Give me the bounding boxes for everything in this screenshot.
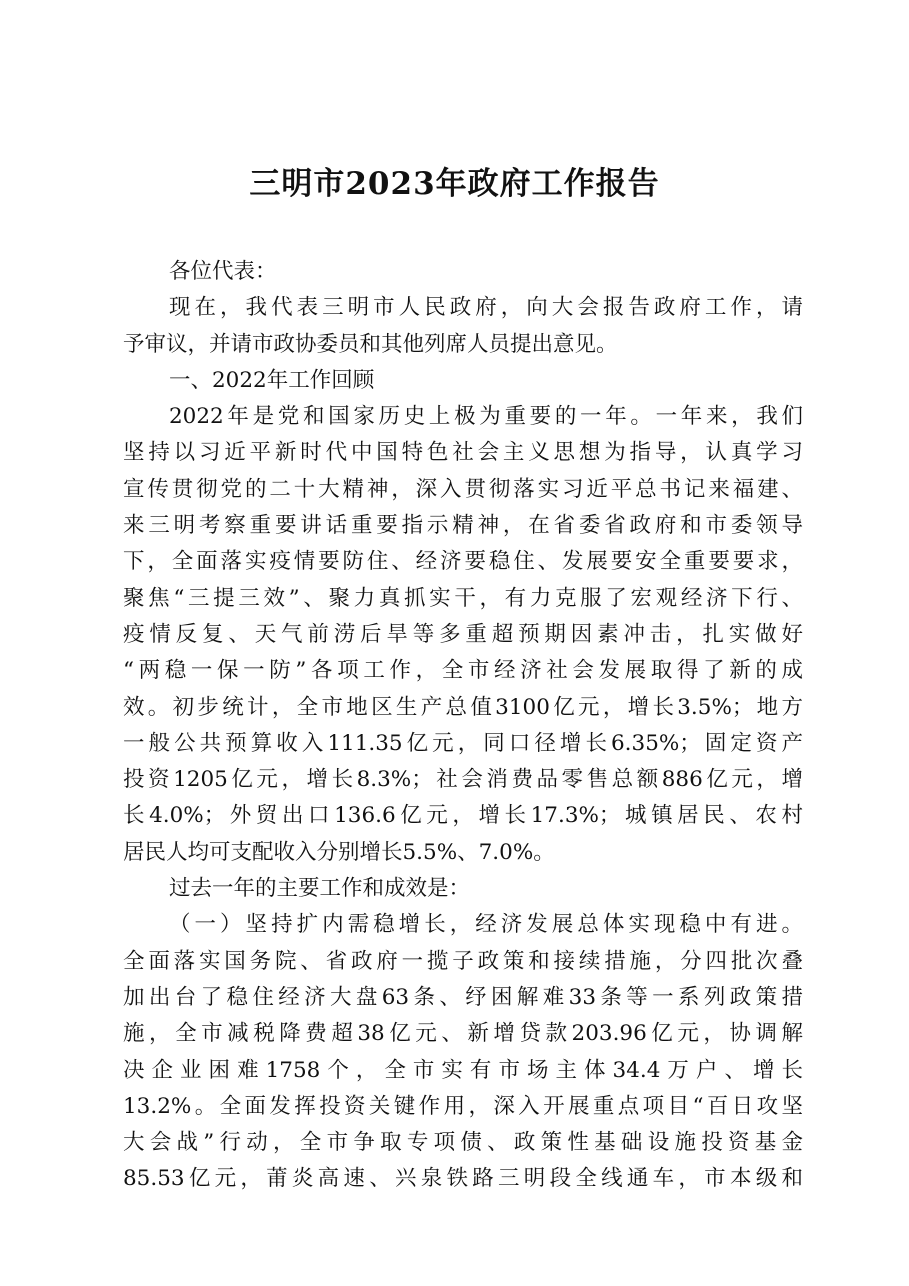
paragraph-line: 予审议，并请市政协委员和其他列席人员提出意见。 — [123, 331, 618, 357]
paragraph-line: 2022年是党和国家历史上极为重要的一年。一年来，我们 — [169, 404, 803, 430]
paragraph-line: 加出台了稳住经济大盘63条、纾困解难33条等一系列政策措 — [123, 984, 803, 1010]
paragraph-line: 宣传贯彻党的二十大精神，深入贯彻落实习近平总书记来福建、 — [123, 476, 803, 502]
paragraph-line: 长4.0%；外贸出口136.6亿元，增长17.3%；城镇居民、农村 — [123, 803, 803, 829]
paragraph-line: 全面落实国务院、省政府一揽子政策和接续措施，分四批次叠 — [123, 948, 803, 974]
paragraph-line: 下，全面落实疫情要防住、经济要稳住、发展要安全重要要求， — [123, 549, 803, 575]
section-heading: 一、2022年工作回顾 — [169, 367, 375, 393]
paragraph-line: 疫情反复、天气前涝后旱等多重超预期因素冲击，扎实做好 — [123, 621, 803, 647]
paragraph-line: 施，全市减税降费超38亿元、新增贷款203.96亿元，协调解 — [123, 1021, 803, 1047]
paragraph-line: 决企业困难1758个，全市实有市场主体34.4万户、增长 — [123, 1057, 803, 1083]
document-title: 三明市2023年政府工作报告 — [249, 166, 660, 202]
paragraph-line: 居民人均可支配收入分别增长5.5%、7.0%。 — [123, 839, 555, 865]
paragraph-line: 一般公共预算收入111.35亿元，同口径增长6.35%；固定资产 — [123, 730, 803, 756]
paragraph-line: 投资1205亿元，增长8.3%；社会消费品零售总额886亿元，增 — [123, 767, 803, 793]
paragraph-line: 13.2%。全面发挥投资关键作用，深入开展重点项目“百日攻坚 — [123, 1093, 803, 1119]
paragraph-line: 效。初步统计，全市地区生产总值3100亿元，增长3.5%；地方 — [123, 694, 803, 720]
salutation: 各位代表： — [169, 259, 277, 284]
paragraph-line: 85.53亿元，莆炎高速、兴泉铁路三明段全线通车，市本级和 — [123, 1166, 803, 1192]
paragraph-line: 坚持以习近平新时代中国特色社会主义思想为指导，认真学习 — [123, 440, 803, 466]
paragraph-line: 过去一年的主要工作和成效是： — [169, 876, 471, 902]
subsection-heading: （一）坚持扩内需稳增长，经济发展总体实现稳中有进。 — [169, 912, 803, 938]
document-body — [123, 254, 803, 1198]
paragraph-line: 来三明考察重要讲话重要指示精神，在省委省政府和市委领导 — [123, 513, 803, 539]
paragraph-line: 大会战”行动，全市争取专项债、政策性基础设施投资基金 — [123, 1130, 803, 1156]
paragraph-line: 现在，我代表三明市人民政府，向大会报告政府工作，请 — [169, 295, 803, 321]
paragraph-line: “两稳一保一防”各项工作，全市经济社会发展取得了新的成 — [123, 658, 803, 684]
paragraph-line: 聚焦“三提三效”、聚力真抓实干，有力克服了宏观经济下行、 — [123, 585, 803, 611]
